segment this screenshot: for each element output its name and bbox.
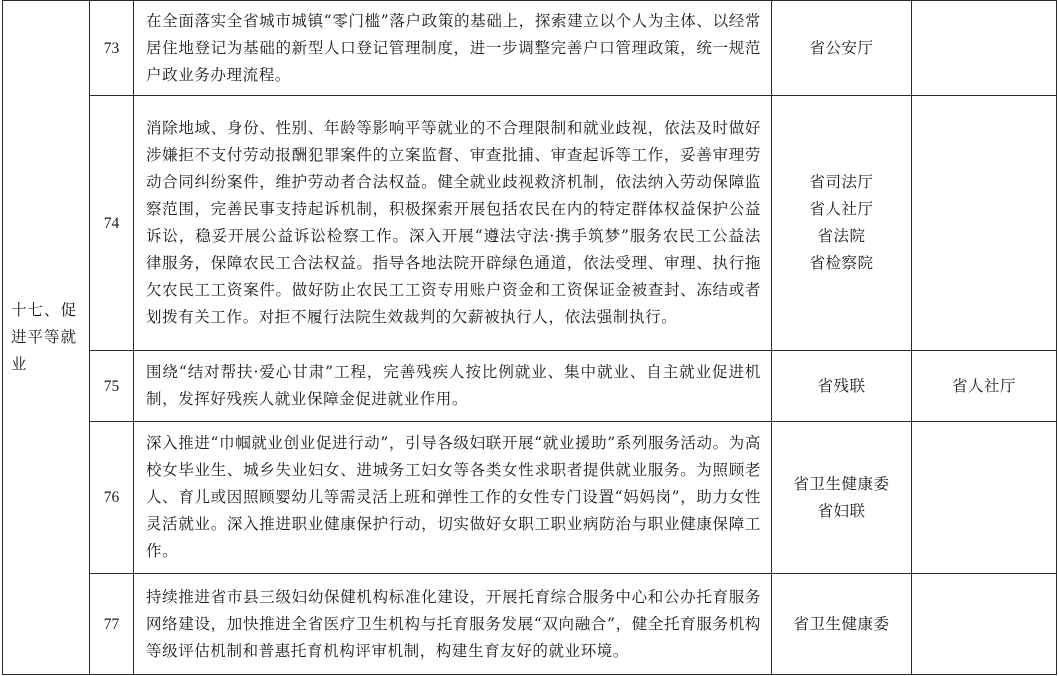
lead-unit: 省检察院 <box>809 254 874 272</box>
lead-unit-cell <box>772 422 912 574</box>
task-content: 消除地域、身份、性别、年龄等影响平等就业的不合理限制和就业歧视，依法及时做好涉嫌拒不支付劳动报酬犯罪案件的立案监督、审查批捕、审查起诉等工作，妥善审理劳动合同纠纷案件，维护劳动者合法权益。健全就业歧视救济机制，依法纳入劳动保障监察范围，完善民事支持起诉机制，积极探索开展包括农民在内的特定群体权益保护公益诉讼，稳妥开展公益诉讼检察工作。深入开展“遵法守法·携手筑梦”服务农民工公益法律服务，保障农民工合法权益。指导各地法院开辟绿色通道，依法受理、审理、执行拖欠农民工工资案件。做好防止农民工工资专用账户资金和工资保证金被查封、冻结或者划拨有关工作。对拒不履行法院生效裁判的欠薪被执行人，依法强制执行。 <box>134 96 772 351</box>
lead-unit: 省公安厅 <box>809 38 874 57</box>
coop-unit-cell: 省人社厅 <box>912 351 1057 422</box>
row-number: 73 <box>90 1 134 96</box>
row-number: 74 <box>90 96 134 351</box>
lead-unit: 省司法厅 <box>809 173 874 191</box>
table-row <box>3 96 1057 351</box>
category-cell: 十七、促进平等就业 <box>3 1 90 675</box>
row-number: 75 <box>90 351 134 422</box>
policy-table <box>2 0 1057 675</box>
coop-unit-cell <box>912 574 1057 675</box>
task-content: 在全面落实全省城市城镇“零门槛”落户政策的基础上，探索建立以个人为主体、以经常居住地登记为基础的新型人口登记管理制度，进一步调整完善户口管理政策，统一规范户政业务办理流程。 <box>134 1 772 96</box>
table-row <box>3 574 1057 675</box>
coop-unit-cell <box>912 1 1057 96</box>
row-number: 76 <box>90 422 134 574</box>
lead-unit: 省法院 <box>817 227 866 245</box>
table-row <box>3 422 1057 574</box>
lead-unit: 省残联 <box>817 376 866 395</box>
lead-unit: 省卫生健康委 <box>793 474 890 493</box>
coop-unit-cell <box>912 422 1057 574</box>
lead-unit-cell <box>772 96 912 351</box>
lead-unit: 省卫生健康委 <box>793 614 890 633</box>
coop-unit-cell <box>912 96 1057 351</box>
table-row <box>3 351 1057 422</box>
task-content: 深入推进“巾帼就业创业促进行动”，引导各级妇联开展“就业援助”系列服务活动。为高校女毕业生、城乡失业妇女、进城务工妇女等各类女性求职者提供就业服务。为照顾老人、育儿或因照顾婴幼儿等需灵活上班和弹性工作的女性专门设置“妈妈岗”，助力女性灵活就业。深入推进职业健康保护行动，切实做好女职工职业病防治与职业健康保障工作。 <box>134 422 772 574</box>
lead-unit-cell <box>772 574 912 675</box>
lead-unit-cell <box>772 351 912 422</box>
table-row <box>3 1 1057 96</box>
lead-unit: 省妇联 <box>817 501 866 520</box>
task-content: 持续推进省市县三级妇幼保健机构标准化建设，开展托育综合服务中心和公办托育服务网络建设，加快推进全省医疗卫生机构与托育服务发展“双向融合”，健全托育服务机构等级评估机制和普惠托育机构评审机制，构建生育友好的就业环境。 <box>134 574 772 675</box>
lead-unit: 省人社厅 <box>809 200 874 218</box>
task-content: 围绕“结对帮扶·爱心甘肃”工程，完善残疾人按比例就业、集中就业、自主就业促进机制，发挥好残疾人就业保障金促进就业作用。 <box>134 351 772 422</box>
row-number: 77 <box>90 574 134 675</box>
lead-unit-cell <box>772 1 912 96</box>
